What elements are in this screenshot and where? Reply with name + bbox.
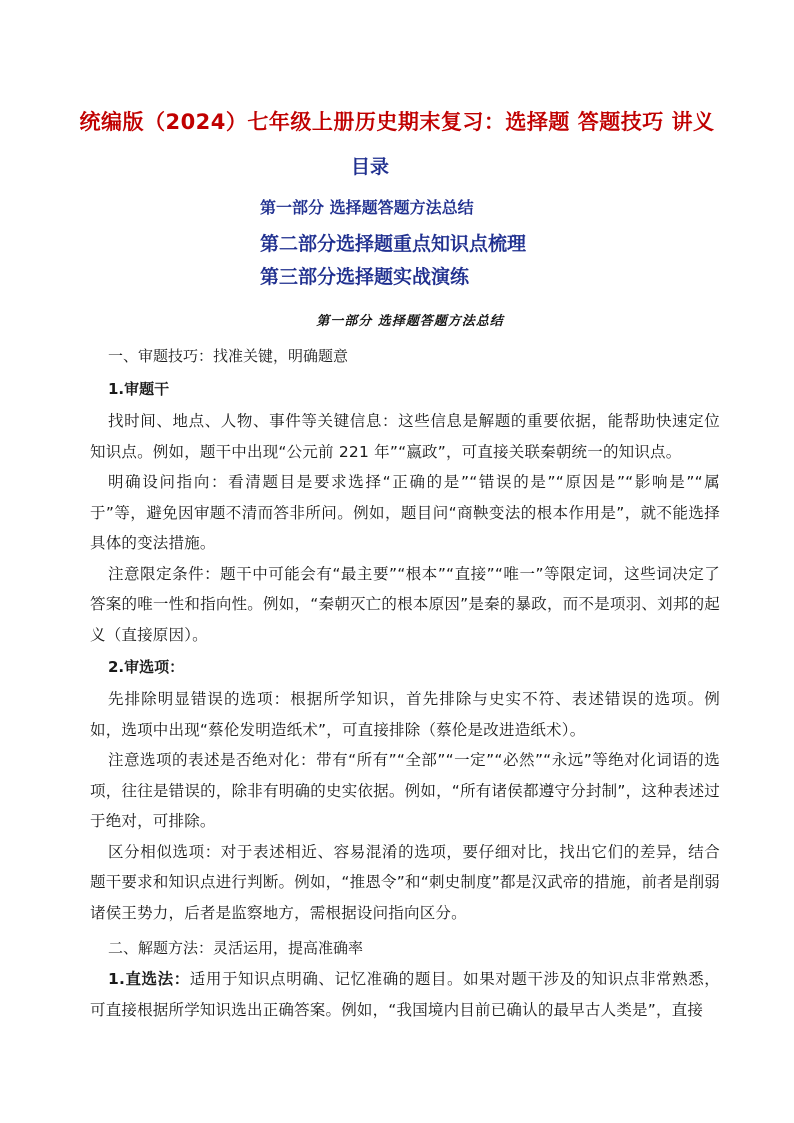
paragraph: 注意限定条件：题干中可能会有“最主要”“根本”“直接”“唯一”等限定词，这些词决定了答案的唯一性和指向性。例如，“秦朝灭亡的根本原因”是秦的暴政，而不是项羽、刘邦的起义（直接原因）。 (90, 564, 720, 644)
toc-heading: 目录 (350, 156, 389, 178)
paragraph: 先排除明显错误的选项：根据所学知识，首先排除与史实不符、表述错误的选项。例如，选项中出现“蔡伦发明造纸术”，可直接排除（蔡伦是改进造纸术）。 (90, 690, 720, 739)
paragraph-direct-selection (90, 964, 720, 1025)
toc-item-part-2: 第二部分选择题重点知识点梳理 (260, 233, 527, 255)
paragraph: 注意选项的表述是否绝对化：带有“所有”“全部”“一定”“必然”“永远”等绝对化词语的选项，往往是错误的，除非有明确的史实依据。例如，“所有诸侯都遵守分封制”，这种表述过于绝对，可排除。 (90, 751, 720, 830)
paragraph: 找时间、地点、人物、事件等关键信息：这些信息是解题的重要依据，能帮助快速定位知识点。例如，题干中出现“公元前 221 年”“嬴政”，可直接关联秦朝统一的知识点。 (90, 412, 720, 461)
toc-item-part-1: 第一部分 选择题答题方法总结 (260, 198, 474, 217)
subheading-review-options: 2.审选项： (108, 658, 185, 676)
section-title: 第一部分 选择题答题方法总结 (316, 314, 504, 329)
toc-item-part-3: 第三部分选择题实战演练 (260, 266, 470, 288)
paragraph: 区分相似选项：对于表述相近、容易混淆的选项，要仔细对比，找出它们的差异，结合题干要求和知识点进行判断。例如，“推恩令”和“刺史制度”都是汉武帝的措施，前者是削弱诸侯王势力，后者是监察地方，需根据设问指向区分。 (90, 842, 720, 922)
method-text: 适用于知识点明确、记忆准确的题目。如果对题干涉及的知识点非常熟悉，可直接根据所学知识选出正确答案。例如，“我国境内目前已确认的最早古人类是”，直接 (90, 970, 721, 1019)
paragraph: 明确设问指向：看清题目是要求选择“正确的是”“错误的是”“原因是”“影响是”“属于”等，避免因审题不清而答非所问。例如，题目问“商鞅变法的根本作用是”，就不能选择具体的变法措施。 (90, 473, 720, 552)
heading-exam-skills: 一、审题技巧：找准关键，明确题意 (108, 347, 349, 365)
subheading-review-stem: 1.审题干 (108, 380, 170, 398)
heading-solving-methods: 二、解题方法：灵活运用，提高准确率 (108, 939, 364, 957)
document-body (90, 340, 720, 1025)
document-title: 统编版（2024）七年级上册历史期末复习：选择题 答题技巧 讲义 (79, 110, 715, 134)
method-label: 1.直选法： (108, 970, 190, 988)
